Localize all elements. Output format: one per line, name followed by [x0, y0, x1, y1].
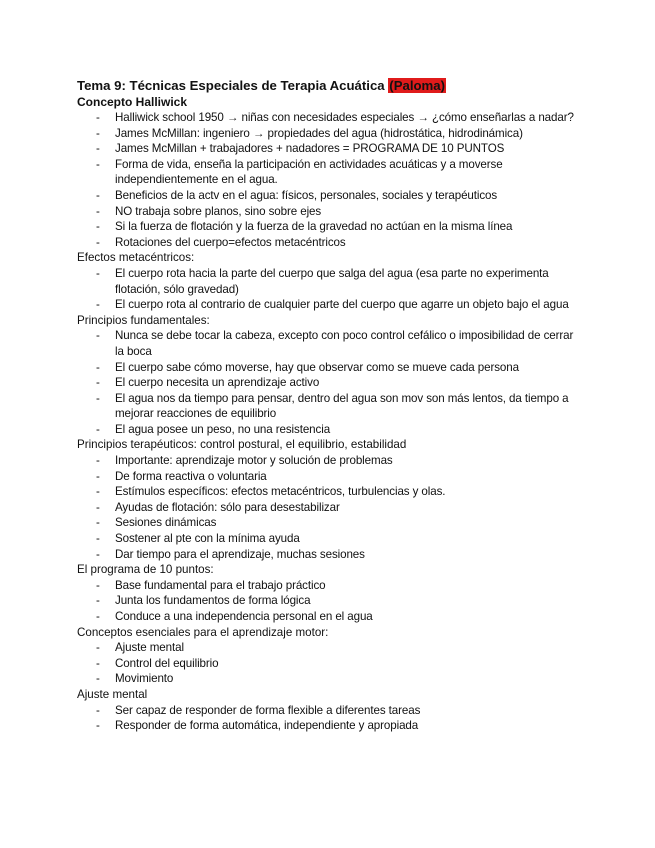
list-item-text: El agua posee un peso, no una resistencia	[115, 422, 331, 436]
section-heading: Conceptos esenciales para el aprendizaje motor:	[77, 625, 329, 639]
list-item-text: El cuerpo sabe cómo moverse, hay que observar como se mueve cada persona	[115, 360, 519, 374]
dash-marker: -	[96, 578, 100, 592]
list-item-text: Importante: aprendizaje motor y solución de problemas	[115, 454, 393, 468]
dash-marker: -	[96, 594, 100, 608]
document-body	[77, 94, 585, 734]
list-item-text: Control del equilibrio	[115, 656, 219, 670]
list-item-text: Sesiones dinámicas	[115, 516, 217, 530]
list-item-text: Base fundamental para el trabajo práctico	[115, 578, 326, 592]
list-item-text: De forma reactiva o voluntaria	[115, 469, 267, 483]
dash-marker: -	[96, 719, 100, 733]
list-item-text: Si la fuerza de flotación y la fuerza de la gravedad no actúan en la misma línea	[115, 220, 513, 234]
dash-marker: -	[96, 329, 100, 343]
bullet-list	[77, 266, 585, 313]
dash-marker: -	[96, 126, 100, 140]
list-item	[77, 500, 585, 516]
list-item	[77, 609, 585, 625]
bullet-list	[77, 328, 585, 437]
dash-marker: -	[96, 188, 100, 202]
dash-marker: -	[96, 391, 100, 405]
dash-marker: -	[96, 547, 100, 561]
list-item	[77, 391, 585, 422]
dash-marker: -	[96, 422, 100, 436]
list-item-text: Estímulos específicos: efectos metacéntricos, turbulencias y olas.	[115, 485, 446, 499]
bullet-list	[77, 703, 585, 734]
list-item	[77, 531, 585, 547]
bullet-list	[77, 578, 585, 625]
bullet-list	[77, 453, 585, 562]
list-item	[77, 375, 585, 391]
list-item-text: El agua nos da tiempo para pensar, dentro del agua son mov son más lentos, da tiempo a mejorar reacciones de equilibrio	[115, 391, 569, 421]
title-text: Tema 9: Técnicas Especiales de Terapia Acuática	[77, 78, 385, 93]
list-item-text: Rotaciones del cuerpo=efectos metacéntricos	[115, 235, 346, 249]
list-item	[77, 640, 585, 656]
dash-marker: -	[96, 157, 100, 171]
list-item	[77, 297, 585, 313]
list-item-text: James McMillan + trabajadores + nadadores = PROGRAMA DE 10 PUNTOS	[115, 142, 505, 156]
section-heading: Principios fundamentales:	[77, 313, 210, 327]
list-item	[77, 266, 585, 297]
section-heading: Principios terapéuticos: control postural, el equilibrio, estabilidad	[77, 438, 407, 452]
dash-marker: -	[96, 142, 100, 156]
dash-marker: -	[96, 610, 100, 623]
dash-marker: -	[96, 656, 100, 670]
list-item	[77, 235, 585, 251]
list-item	[77, 515, 585, 531]
list-item-text: Forma de vida, enseña la participación en actividades acuáticas y a moverse independientemente en el agua.	[115, 157, 503, 187]
dash-marker: -	[96, 376, 100, 390]
list-item-text: Conduce a una independencia personal en el agua	[115, 610, 373, 623]
list-item	[77, 157, 585, 188]
list-item	[77, 718, 585, 734]
dash-marker: -	[96, 235, 100, 249]
list-item	[77, 110, 585, 126]
section-heading: El programa de 10 puntos:	[77, 563, 214, 577]
list-item	[77, 484, 585, 500]
list-item	[77, 141, 585, 157]
list-item-text: El cuerpo rota al contrario de cualquier parte del cuerpo que agarre un objeto bajo el agua	[115, 298, 569, 312]
list-item-text: Ayudas de flotación: sólo para desestabilizar	[115, 500, 340, 514]
list-item	[77, 671, 585, 687]
list-item	[77, 204, 585, 220]
dash-marker: -	[96, 111, 100, 124]
list-item	[77, 126, 585, 142]
list-item-text: Movimiento	[115, 672, 174, 686]
list-item	[77, 328, 585, 359]
list-item	[77, 703, 585, 719]
dash-marker: -	[96, 672, 100, 686]
dash-marker: -	[96, 641, 100, 655]
list-item-text: El cuerpo rota hacia la parte del cuerpo que salga del agua (esa parte no experimenta flotación, sólo gravedad)	[115, 266, 549, 296]
section-heading: Efectos metacéntricos:	[77, 251, 195, 265]
list-item-text: Beneficios de la actv en el agua: físicos, personales, sociales y terapéuticos	[115, 188, 498, 202]
bullet-list	[77, 640, 585, 687]
list-item	[77, 469, 585, 485]
dash-marker: -	[96, 516, 100, 530]
dash-marker: -	[96, 703, 100, 717]
document-title	[77, 77, 585, 94]
dash-marker: -	[96, 469, 100, 483]
list-item	[77, 422, 585, 438]
dash-marker: -	[96, 298, 100, 312]
list-item-text: Ser capaz de responder de forma flexible a diferentes tareas	[115, 703, 421, 717]
section-heading: Ajuste mental	[77, 687, 148, 701]
list-item-text: Dar tiempo para el aprendizaje, muchas sesiones	[115, 547, 365, 561]
bullet-list	[77, 110, 585, 250]
list-item-text: NO trabaja sobre planos, sino sobre ejes	[115, 204, 322, 218]
dash-marker: -	[96, 500, 100, 514]
list-item-text: Ajuste mental	[115, 641, 184, 655]
list-item	[77, 360, 585, 376]
list-item	[77, 547, 585, 563]
dash-marker: -	[96, 454, 100, 468]
list-item	[77, 578, 585, 594]
list-item	[77, 656, 585, 672]
list-item	[77, 593, 585, 609]
author-tag: (Paloma)	[389, 78, 445, 93]
list-item-text: El cuerpo necesita un aprendizaje activo	[115, 376, 320, 390]
dash-marker: -	[96, 485, 100, 499]
list-item	[77, 219, 585, 235]
dash-marker: -	[96, 266, 100, 280]
list-item-text: Responder de forma automática, independiente y apropiada	[115, 719, 419, 733]
section-heading: Concepto Halliwick	[77, 95, 188, 109]
dash-marker: -	[96, 204, 100, 218]
list-item	[77, 188, 585, 204]
list-item-text: James McMillan: ingeniero → propiedades del agua (hidrostática, hidrodinámica)	[115, 126, 523, 140]
list-item	[77, 453, 585, 469]
list-item-text: Nunca se debe tocar la cabeza, excepto con poco control cefálico o imposibilidad de cerrar la boca	[115, 329, 574, 358]
list-item-text: Sostener al pte con la mínima ayuda	[115, 532, 300, 546]
list-item-text: Junta los fundamentos de forma lógica	[115, 594, 311, 608]
dash-marker: -	[96, 220, 100, 234]
list-item-text: Halliwick school 1950 → niñas con necesidades especiales → ¿cómo enseñarlas a nadar?	[115, 111, 574, 124]
dash-marker: -	[96, 532, 100, 546]
dash-marker: -	[96, 360, 100, 374]
